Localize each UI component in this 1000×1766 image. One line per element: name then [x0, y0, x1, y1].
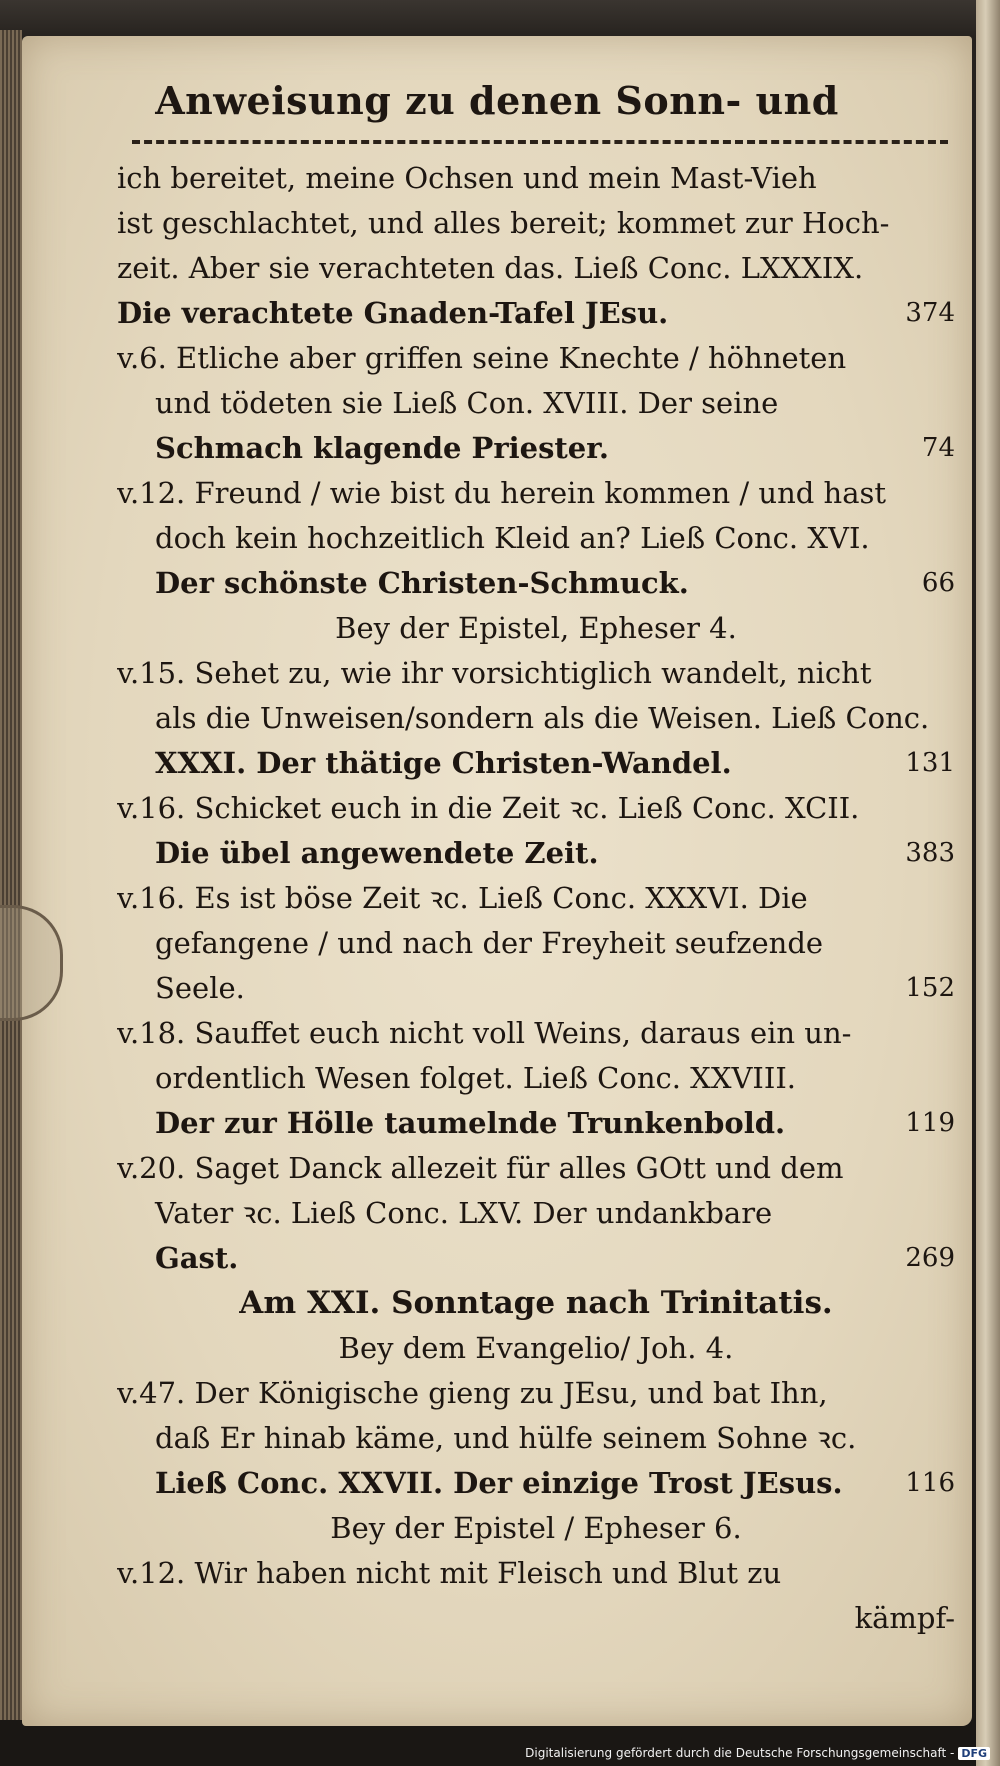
page-reference: 74	[921, 433, 955, 463]
text-line: ich bereitet, meine Ochsen und mein Mast-Vieh	[117, 161, 817, 195]
page-body	[117, 156, 955, 1641]
verse-line: v.16. Es ist böse Zeit ꝛc. Ließ Conc. XXXVI. Die	[117, 881, 808, 915]
book-edge-left	[0, 30, 22, 1720]
page-reference: 152	[905, 973, 955, 1003]
section-heading: Bey dem Evangelio/ Joh. 4.	[338, 1331, 734, 1365]
text-line: ist geschlachtet, und alles bereit; kommet zur Hoch-	[117, 206, 890, 240]
header-rule	[132, 140, 948, 144]
verse-line: v.12. Wir haben nicht mit Fleisch und Blut zu	[117, 1556, 782, 1590]
section-heading: Bey der Epistel, Epheser 4.	[335, 611, 737, 645]
page-reference: 116	[905, 1468, 955, 1498]
page-reference: 269	[905, 1243, 955, 1273]
sermon-title-line: Gast. 269	[117, 1236, 955, 1281]
sermon-title-line: Der schönste Christen-Schmuck. 66	[117, 561, 955, 606]
book-edge-right	[976, 0, 1000, 1766]
verse-line: v.16. Schicket euch in die Zeit ꝛc. Ließ Conc. XCII.	[117, 791, 860, 825]
sermon-title-line: XXXI. Der thätige Christen-Wandel. 131	[117, 741, 955, 786]
text-line: gefangene / und nach der Freyheit seufzende	[155, 926, 824, 960]
digitization-credit: Digitalisierung gefördert durch die Deutsche Forschungsgemeinschaft - DFG	[525, 1746, 990, 1760]
verse-line: v.20. Saget Danck allezeit für alles GOtt und dem	[117, 1151, 844, 1185]
text-line: zeit. Aber sie verachteten das. Ließ Conc. LXXXIX.	[117, 251, 864, 285]
sermon-title-line: Die übel angewendete Zeit. 383	[117, 831, 955, 876]
text-line: als die Unweisen/sondern als die Weisen. Ließ Conc.	[155, 701, 930, 735]
page-reference: 383	[905, 838, 955, 868]
catchword: kämpf-	[854, 1601, 955, 1635]
verse-line: v.15. Sehet zu, wie ihr vorsichtiglich wandelt, nicht	[117, 656, 872, 690]
section-heading: Bey der Epistel / Epheser 6.	[330, 1511, 742, 1545]
dfg-logo: DFG	[958, 1747, 990, 1760]
text-line: daß Er hinab käme, und hülfe seinem Sohne ꝛc.	[155, 1421, 857, 1455]
verse-line: v.47. Der Königische gieng zu JEsu, und bat Ihn,	[117, 1376, 828, 1410]
verse-line: v.12. Freund / wie bist du herein kommen / und hast	[117, 476, 887, 510]
sermon-title-line: Schmach klagende Priester. 74	[117, 426, 955, 471]
sunday-heading: Am XXI. Sonntage nach Trinitatis.	[239, 1285, 833, 1321]
book-page	[22, 36, 972, 1726]
verse-line: v.6. Etliche aber griffen seine Knechte / höhneten	[117, 341, 847, 375]
text-line: Seele. 152	[117, 966, 955, 1011]
page-reference: 119	[905, 1108, 955, 1138]
running-header: Anweisung zu denen Sonn- und	[155, 78, 839, 123]
page-reference: 374	[905, 298, 955, 328]
page-reference: 131	[905, 748, 955, 778]
verse-line: v.18. Sauffet euch nicht voll Weins, daraus ein un-	[117, 1016, 852, 1050]
page-reference: 66	[921, 568, 955, 598]
text-line: und tödeten sie Ließ Con. XVIII. Der seine	[155, 386, 779, 420]
text-line: doch kein hochzeitlich Kleid an? Ließ Conc. XVI.	[155, 521, 870, 555]
text-line: ordentlich Wesen folget. Ließ Conc. XXVIII.	[155, 1061, 797, 1095]
text-line: Vater ꝛc. Ließ Conc. LXV. Der undankbare	[155, 1196, 773, 1230]
sermon-title-line: Der zur Hölle taumelnde Trunkenbold. 119	[117, 1101, 955, 1146]
sermon-title-line: Ließ Conc. XXVII. Der einzige Trost JEsus. 116	[117, 1461, 955, 1506]
sermon-title-line: Die verachtete Gnaden-Tafel JEsu. 374	[117, 291, 955, 336]
